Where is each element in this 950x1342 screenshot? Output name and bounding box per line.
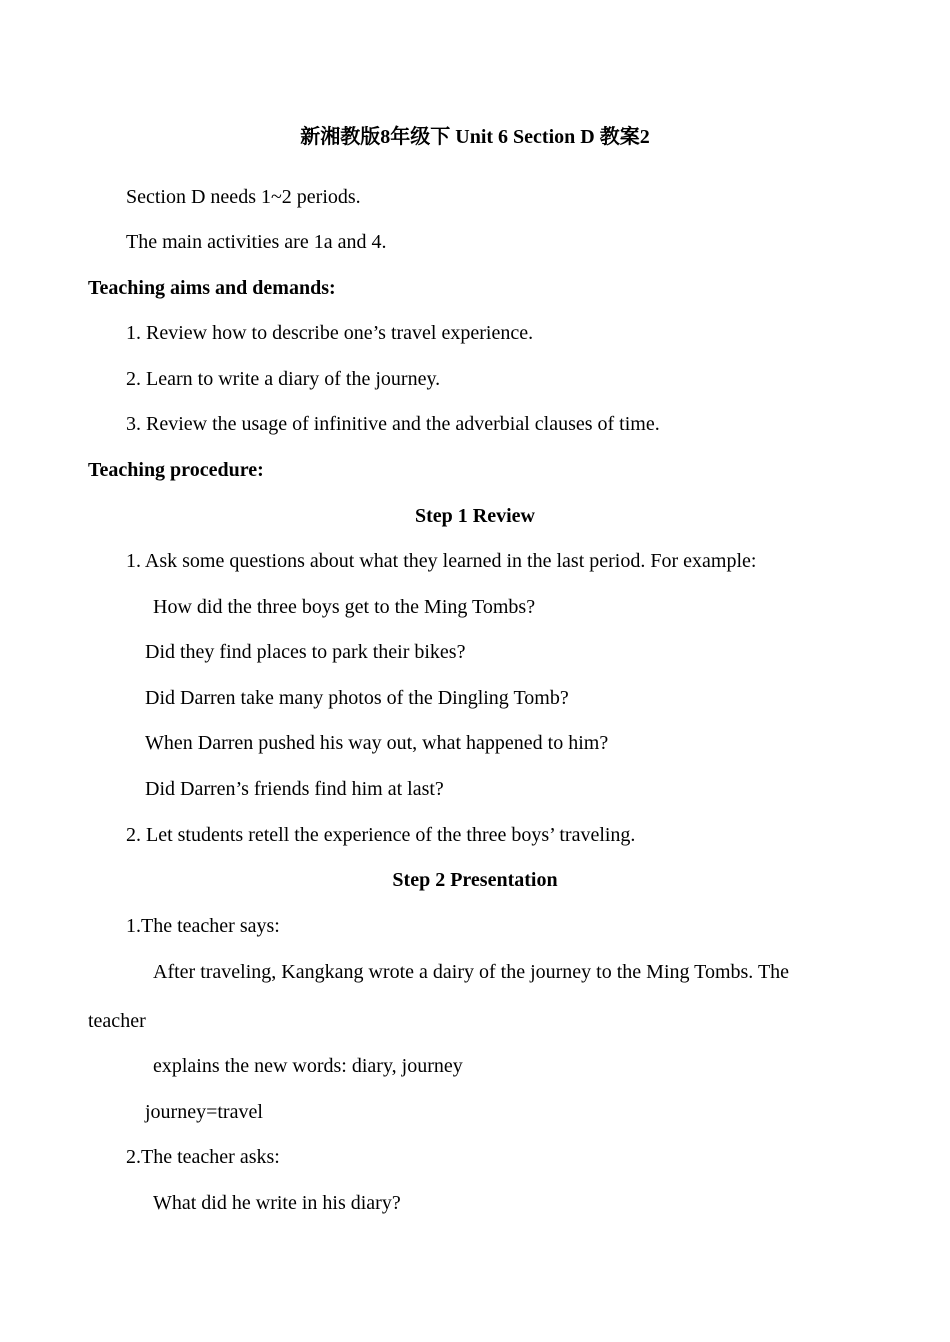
step2-paragraph-line-2: teacher bbox=[88, 1010, 146, 1032]
step2-question: What did he write in his diary? bbox=[153, 1192, 401, 1214]
step1-item-1: 1. Ask some questions about what they learned in the last period. For example: bbox=[126, 550, 757, 572]
step2-heading: Step 2 Presentation bbox=[392, 869, 558, 891]
step2-item-1: 1.The teacher says: bbox=[126, 915, 280, 937]
aim-item-2: 2. Learn to write a diary of the journey. bbox=[126, 368, 441, 390]
procedure-heading: Teaching procedure: bbox=[88, 459, 264, 481]
step1-question-5: Did Darren’s friends find him at last? bbox=[145, 778, 444, 800]
step2-paragraph-line-4: journey=travel bbox=[145, 1101, 263, 1123]
step2-paragraph-line-3: explains the new words: diary, journey bbox=[153, 1055, 463, 1077]
step1-heading: Step 1 Review bbox=[415, 505, 535, 527]
aim-item-3: 3. Review the usage of infinitive and the adverbial clauses of time. bbox=[126, 413, 660, 435]
step1-item-2: 2. Let students retell the experience of the three boys’ traveling. bbox=[126, 824, 636, 846]
step1-question-4: When Darren pushed his way out, what happened to him? bbox=[145, 732, 609, 754]
intro-line-1: Section D needs 1~2 periods. bbox=[126, 186, 361, 208]
step2-item-2: 2.The teacher asks: bbox=[126, 1146, 280, 1168]
intro-line-2: The main activities are 1a and 4. bbox=[126, 231, 387, 253]
step1-question-2: Did they find places to park their bikes? bbox=[145, 641, 466, 663]
step2-paragraph-line-1: After traveling, Kangkang wrote a dairy of the journey to the Ming Tombs. The bbox=[153, 961, 790, 983]
step1-question-3: Did Darren take many photos of the Dingling Tomb? bbox=[145, 687, 569, 709]
aim-item-1: 1. Review how to describe one’s travel experience. bbox=[126, 322, 534, 344]
document-title: 新湘教版8年级下 Unit 6 Section D 教案2 bbox=[300, 126, 650, 148]
aims-heading: Teaching aims and demands: bbox=[88, 277, 336, 299]
step1-question-1: How did the three boys get to the Ming Tombs? bbox=[153, 596, 536, 618]
